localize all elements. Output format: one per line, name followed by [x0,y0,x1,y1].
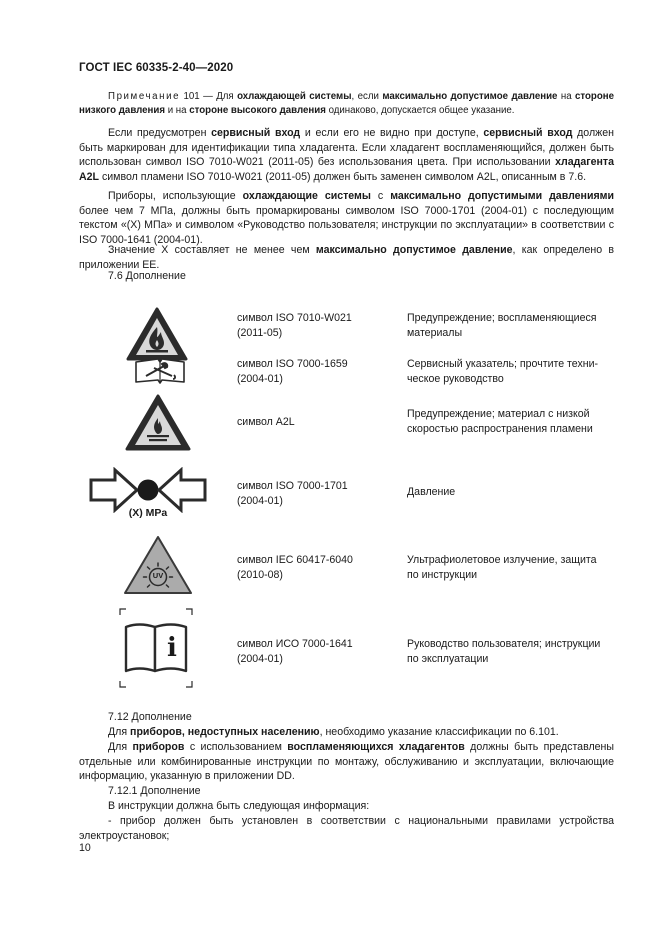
page-number: 10 [79,842,91,854]
symbol-description: Ультрафиолетовое излучение, защита [407,554,597,566]
section-7-6-heading: 7.6 Дополнение [108,270,186,282]
symbol-description-cont: ческое руководство [407,372,504,385]
list-item-installation: - прибор должен быть установлен в соответствии с национальными правилами устройства электроустановок; [79,815,614,842]
symbol-description: Руководство пользователя; инструкции [407,638,601,650]
paragraph-service-port: Если предусмотрен сервисный вход и если его не видно при доступе, сервисный вход должен быть маркирован для идентификации типа хладагента. Если хладагент воспламеняющийся, должен быть использован символ ISO 7010-W021 (2011-05) без использования цвета. При использовании хладагента A2L символ пламени ISO 7010-W021 (2011-05) должен быть заменен символом A2L, описанным в 7.6. [79,127,614,183]
symbol-code: символ IEC 60417-6040 [237,554,353,566]
symbol-date: (2004-01) [237,372,283,385]
section-7-12-1-heading: 7.12.1 Дополнение [108,785,201,797]
symbol-code: символ ИСО 7000-1641 [237,638,353,650]
service-manual-icon [132,356,188,391]
user-manual-icon [114,603,198,693]
symbol-date: (2011-05) [237,326,283,339]
a2l-warning-icon [125,394,191,457]
symbol-code: символ ISO 7000-1701 [237,480,348,492]
note-101: Примечание 101 — Для охлаждающей системы, если максимально допустимое давление на стороне низкого давления и на стороне высокого давления одинаково, допускается общее указание. [79,91,614,116]
symbol-code: символ A2L [237,416,295,428]
paragraph-pressure-marking: Приборы, использующие охлаждающие системы с максимально допустимыми давлениями более чем 7 МПа, должны быть промаркированы символом ISO 7000-1701 (2004-01) с последующим текстом «(X) МПа» и символом «Руководство пользователя; инструкции по эксплуатации» в соответствии с ISO 7000-1641 (2004-01). [79,190,614,246]
note-label: Примечание [108,91,181,102]
info-glyph: i [167,633,177,663]
symbol-date: (2004-01) [237,494,283,507]
paragraph-x-value: Значение X составляет не менее чем максимально допустимое давление, как определено в приложении ЕЕ. [79,244,615,271]
symbol-description: Давление [407,486,456,498]
symbol-description-cont: по эксплуатации [407,652,489,665]
symbol-description-cont: по инструкции [407,568,478,581]
paragraph-flammable-refrigerants: Для приборов с использованием воспламеняющихся хладагентов должны быть представлены отдельные или комбинированные инструкции по монтажу, обслуживанию и эксплуатации, включающие информацию, указанную в приложении DD. [79,741,614,783]
symbol-date: (2004-01) [237,652,283,665]
pressure-icon [89,467,207,527]
paragraph-classification: Для приборов, недоступных населению, необходимо указание классификации по 6.101. [108,726,559,738]
pressure-unit-label: (X) MPa [128,507,168,519]
symbol-description-cont: материалы [407,326,463,339]
symbol-code: символ ISO 7010-W021 [237,312,352,324]
symbol-date: (2010-08) [237,568,283,581]
document-header: ГОСТ IEC 60335-2-40—2020 [79,62,234,74]
symbol-code: символ ISO 7000-1659 [237,358,348,370]
symbol-description: Сервисный указатель; прочтите техни- [407,358,599,370]
section-7-12-heading: 7.12 Дополнение [108,711,192,723]
symbol-description: Предупреждение; материал с низкой [407,408,590,420]
uv-label: UV [152,571,164,580]
uv-warning-icon [123,535,193,597]
symbol-description: Предупреждение; воспламеняющиеся [407,312,597,324]
symbol-description-cont: скоростью распространения пламени [407,422,593,435]
paragraph-instruction-info: В инструкции должна быть следующая информация: [108,800,370,812]
